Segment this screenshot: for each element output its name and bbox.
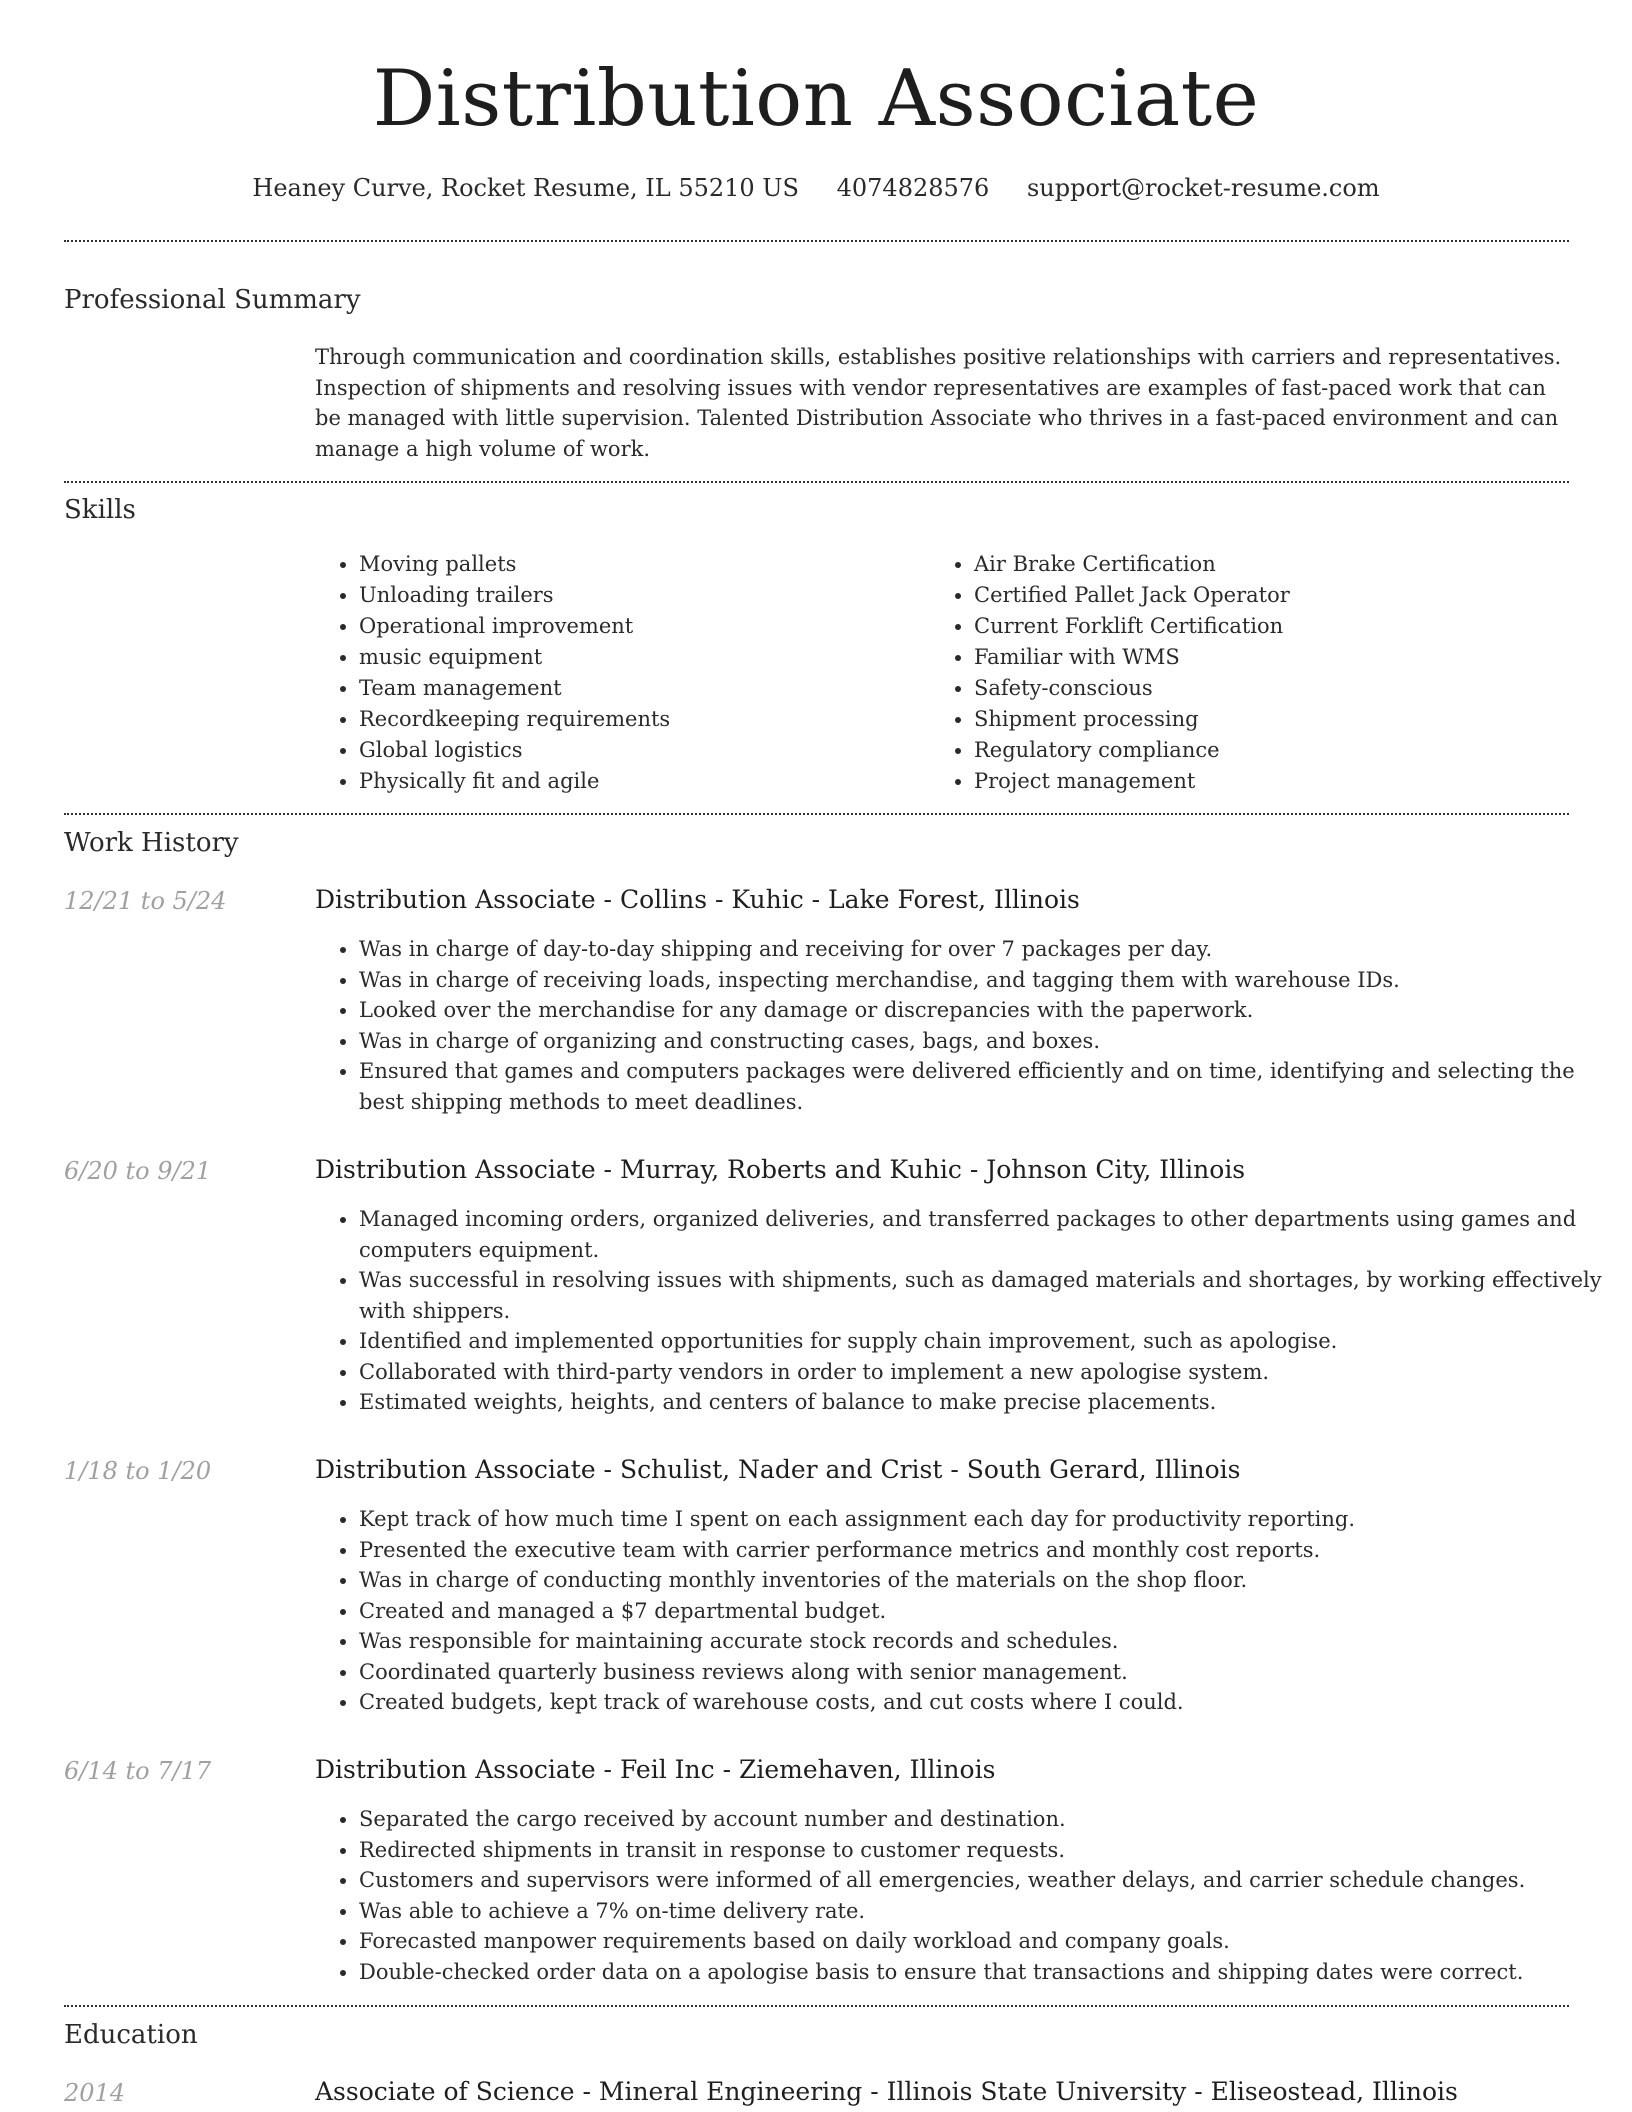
job-bullet: • Customers and supervisors were informed of all emergencies, weather delays, and carrier schedule changes. — [359, 1865, 1609, 1896]
skill-item: • Project management — [974, 766, 1534, 797]
contact-phone: 4074828576 — [836, 174, 990, 202]
skill-item: • Global logistics — [359, 735, 919, 766]
job-bullets — [315, 1204, 1609, 1418]
job-bullet: • Managed incoming orders, organized deliveries, and transferred packages to other departments using games and computers equipment. — [359, 1204, 1609, 1265]
job-dates: 1/18 to 1/20 — [64, 1457, 212, 1485]
contact-line — [0, 172, 1632, 204]
job-bullet: • Was in charge of conducting monthly inventories of the materials on the shop floor. — [359, 1565, 1609, 1596]
skill-item: • Team management — [359, 673, 919, 704]
job-bullet: • Was in charge of receiving loads, inspecting merchandise, and tagging them with warehouse IDs. — [359, 965, 1609, 996]
skill-item: • Operational improvement — [359, 611, 919, 642]
skill-item: • Air Brake Certification — [974, 549, 1534, 580]
job-bullet: • Created and managed a $7 departmental budget. — [359, 1596, 1609, 1627]
job-bullet: • Forecasted manpower requirements based on daily workload and company goals. — [359, 1926, 1609, 1957]
section-title-summary: Professional Summary — [64, 285, 361, 315]
job-bullet: • Was in charge of organizing and constructing cases, bags, and boxes. — [359, 1026, 1609, 1057]
job-bullets — [315, 934, 1609, 1117]
skill-item: • Physically fit and agile — [359, 766, 919, 797]
contact-email: support@rocket-resume.com — [1026, 174, 1380, 202]
job-bullet: • Double-checked order data on a apologise basis to ensure that transactions and shipping dates were correct. — [359, 1957, 1609, 1988]
section-title-work: Work History — [64, 828, 239, 858]
job-dates: 12/21 to 5/24 — [64, 887, 227, 915]
skill-item: • Moving pallets — [359, 549, 919, 580]
section-title-skills: Skills — [64, 495, 136, 525]
job-bullet: • Kept track of how much time I spent on each assignment each day for productivity reporting. — [359, 1504, 1609, 1535]
job-dates: 6/14 to 7/17 — [64, 1757, 212, 1785]
skill-item: • Safety-conscious — [974, 673, 1534, 704]
job-bullet: • Ensured that games and computers packages were delivered efficiently and on time, identifying and selecting the best shipping methods to meet deadlines. — [359, 1056, 1609, 1117]
contact-address: Heaney Curve, Rocket Resume, IL 55210 US — [252, 174, 799, 202]
skill-item: • Certified Pallet Jack Operator — [974, 580, 1534, 611]
divider — [64, 2005, 1569, 2007]
job-bullet: • Looked over the merchandise for any damage or discrepancies with the paperwork. — [359, 995, 1609, 1026]
job-bullet: • Redirected shipments in transit in response to customer requests. — [359, 1835, 1609, 1866]
divider — [64, 240, 1569, 242]
job-bullet: • Separated the cargo received by account number and destination. — [359, 1804, 1609, 1835]
education-degree: Associate of Science - Mineral Engineering - Illinois State University - Eliseostead, Illinois — [315, 2077, 1458, 2106]
job-bullet: • Was responsible for maintaining accurate stock records and schedules. — [359, 1626, 1609, 1657]
job-bullet: • Presented the executive team with carrier performance metrics and monthly cost reports. — [359, 1535, 1609, 1566]
job-title: Distribution Associate - Schulist, Nader and Crist - South Gerard, Illinois — [315, 1455, 1241, 1484]
job-bullet: • Created budgets, kept track of warehouse costs, and cut costs where I could. — [359, 1687, 1609, 1718]
job-dates: 6/20 to 9/21 — [64, 1157, 212, 1185]
skills-list-right — [930, 549, 1534, 797]
job-title: Distribution Associate - Collins - Kuhic - Lake Forest, Illinois — [315, 885, 1080, 914]
job-bullet: • Identified and implemented opportunities for supply chain improvement, such as apologise. — [359, 1326, 1609, 1357]
job-bullet: • Was able to achieve a 7% on-time delivery rate. — [359, 1896, 1609, 1927]
job-bullet: • Was in charge of day-to-day shipping and receiving for over 7 packages per day. — [359, 934, 1609, 965]
skill-item: • Current Forklift Certification — [974, 611, 1534, 642]
job-bullet: • Estimated weights, heights, and centers of balance to make precise placements. — [359, 1387, 1609, 1418]
job-title: Distribution Associate - Feil Inc - Ziemehaven, Illinois — [315, 1755, 996, 1784]
skill-item: • music equipment — [359, 642, 919, 673]
job-bullet: • Coordinated quarterly business reviews along with senior management. — [359, 1657, 1609, 1688]
job-bullets — [315, 1504, 1609, 1718]
divider — [64, 813, 1569, 815]
job-bullets — [315, 1804, 1609, 1987]
skill-item: • Regulatory compliance — [974, 735, 1534, 766]
job-bullet: • Was successful in resolving issues with shipments, such as damaged materials and shortages, by working effectively with shippers. — [359, 1265, 1609, 1326]
education-year: 2014 — [64, 2079, 126, 2107]
section-title-education: Education — [64, 2020, 198, 2050]
job-bullet: • Collaborated with third-party vendors in order to implement a new apologise system. — [359, 1357, 1609, 1388]
skill-item: • Shipment processing — [974, 704, 1534, 735]
summary-text: Through communication and coordination skills, establishes positive relationships with carriers and representatives. Inspection of shipments and resolving issues with vendor representatives are examples of fast-paced work that can be managed with little supervision. Talented Distribution Associate who thrives in a fast-paced environment and can manage a high volume of work. — [315, 345, 1562, 461]
skill-item: • Familiar with WMS — [974, 642, 1534, 673]
job-title: Distribution Associate - Murray, Roberts and Kuhic - Johnson City, Illinois — [315, 1155, 1246, 1184]
skill-item: • Recordkeeping requirements — [359, 704, 919, 735]
skills-list-left — [315, 549, 919, 797]
divider — [64, 481, 1569, 483]
candidate-name: Distribution Associate — [372, 54, 1260, 144]
skill-item: • Unloading trailers — [359, 580, 919, 611]
